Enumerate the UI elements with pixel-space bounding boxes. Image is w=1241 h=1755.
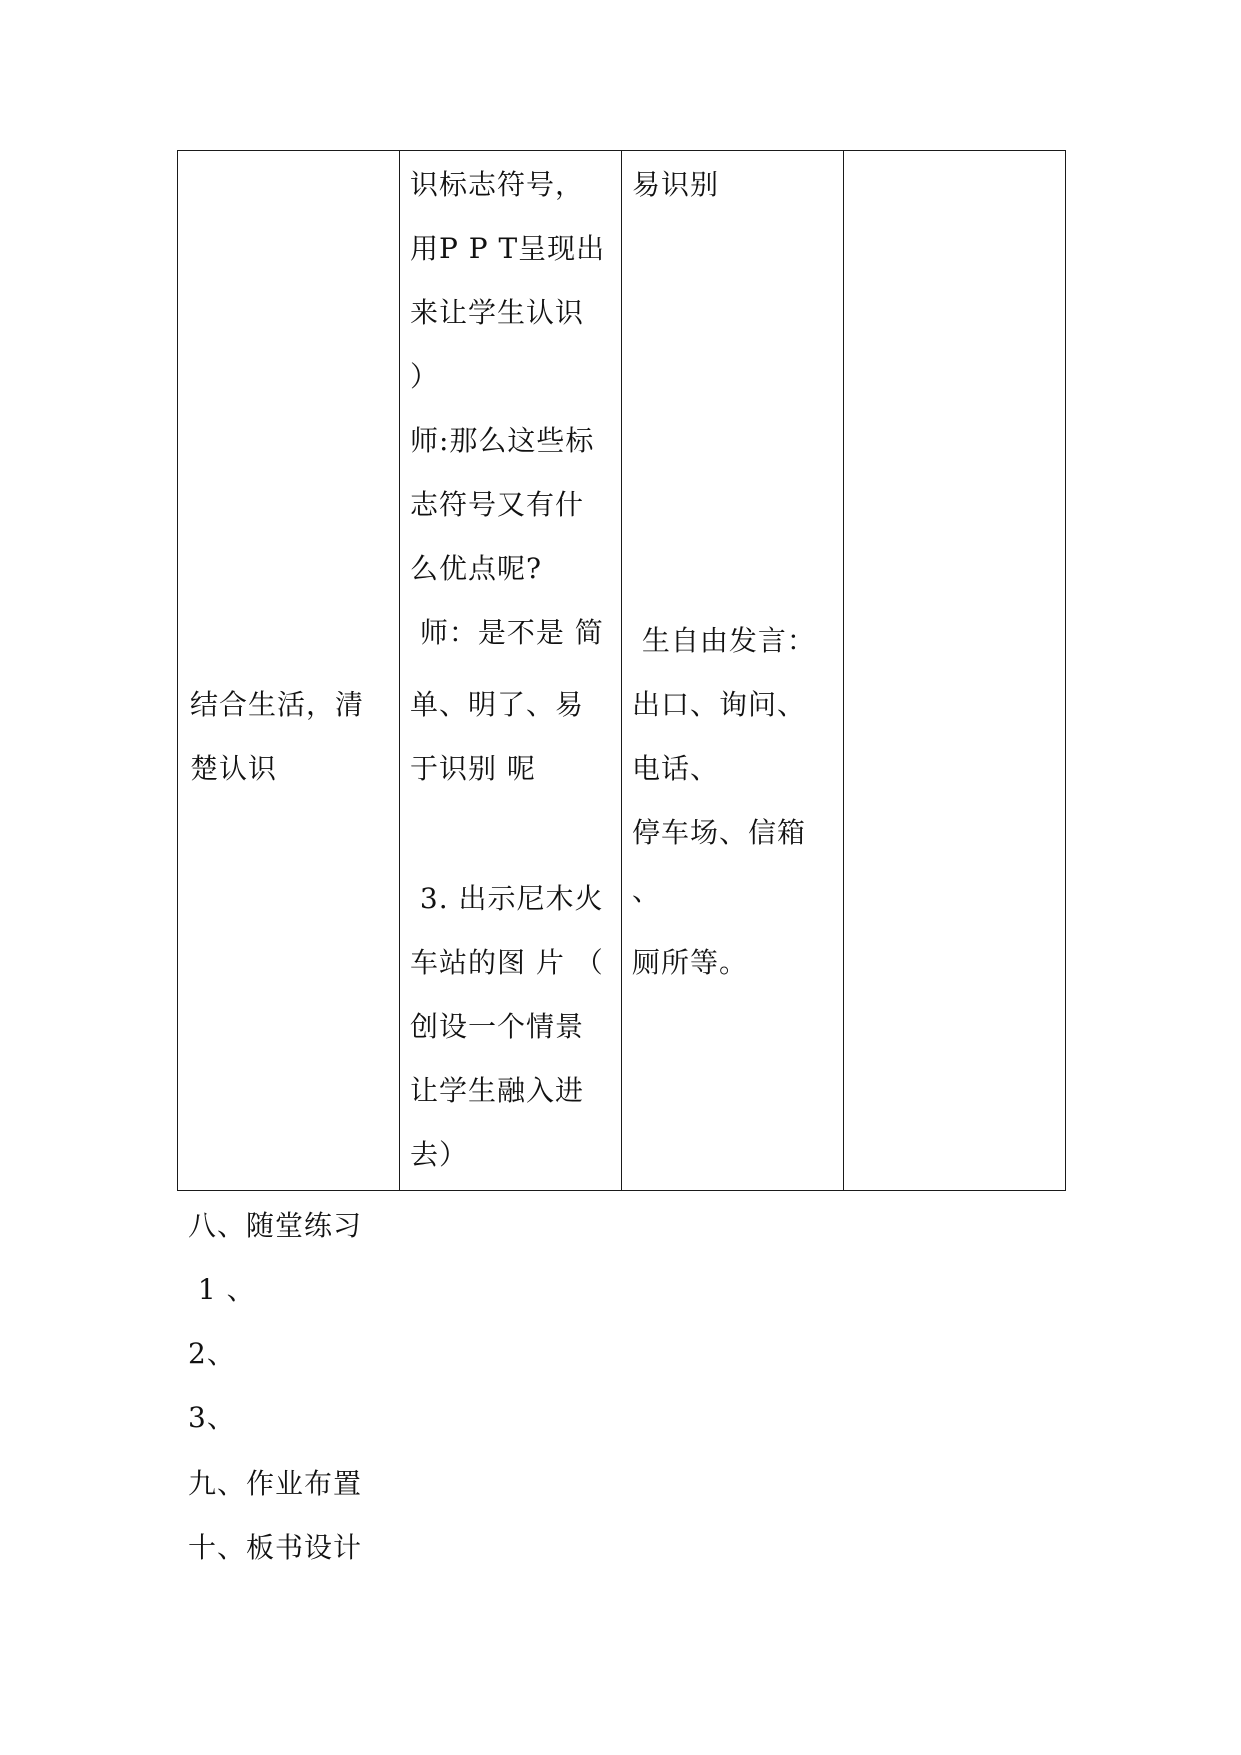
cell-line: 用P P T呈现出 bbox=[410, 232, 606, 265]
cell-line: 易识别 bbox=[632, 168, 720, 201]
cell-line: ） bbox=[410, 360, 440, 393]
cell-line: 3. 出示尼木火 bbox=[410, 882, 604, 915]
practice-item: 1 、 bbox=[188, 1273, 256, 1306]
cell-line: 志符号又有什 bbox=[410, 488, 585, 521]
homework-heading: 九、作业布置 bbox=[188, 1467, 363, 1500]
lesson-table bbox=[177, 150, 1066, 1191]
cell-line: 停车场、信箱 bbox=[632, 816, 807, 849]
practice-item: 2、 bbox=[188, 1337, 236, 1370]
cell-line: 让学生融入进 bbox=[410, 1074, 585, 1107]
cell-line: 、 bbox=[632, 874, 662, 907]
cell-line: 创设一个情景 bbox=[410, 1010, 585, 1043]
cell-line: 电话、 bbox=[632, 752, 720, 785]
table-cell-teacher-activity bbox=[410, 151, 615, 1190]
cell-line: 来让学生认识 bbox=[410, 296, 585, 329]
cell-line: 师:那么这些标 bbox=[410, 424, 595, 457]
cell-line: 出口、询问、 bbox=[632, 688, 807, 721]
cell-line: 结合生活，清 bbox=[190, 688, 365, 721]
cell-line: 生自由发言： bbox=[632, 624, 816, 657]
table-cell-student-activity bbox=[632, 151, 837, 1190]
cell-line: 识标志符号， bbox=[410, 168, 585, 201]
cell-line: 师：是不是 简 bbox=[410, 616, 604, 649]
board-design-heading: 十、板书设计 bbox=[188, 1531, 363, 1564]
cell-line: 厕所等。 bbox=[632, 946, 749, 979]
cell-line: 于识别 呢 bbox=[410, 752, 536, 785]
column-divider bbox=[843, 151, 844, 1190]
table-cell-goal bbox=[190, 151, 395, 1190]
cell-line: 单、明了、易 bbox=[410, 688, 585, 721]
practice-item: 3、 bbox=[188, 1401, 236, 1434]
cell-line: 么优点呢? bbox=[410, 552, 543, 585]
column-divider bbox=[399, 151, 400, 1190]
column-divider bbox=[621, 151, 622, 1190]
cell-line: 楚认识 bbox=[190, 752, 278, 785]
table-cell-notes bbox=[854, 151, 1059, 1190]
practice-heading: 八、随堂练习 bbox=[188, 1209, 363, 1242]
cell-line: 去） bbox=[410, 1138, 469, 1171]
cell-line: 车站的图 片 （ bbox=[410, 946, 604, 979]
